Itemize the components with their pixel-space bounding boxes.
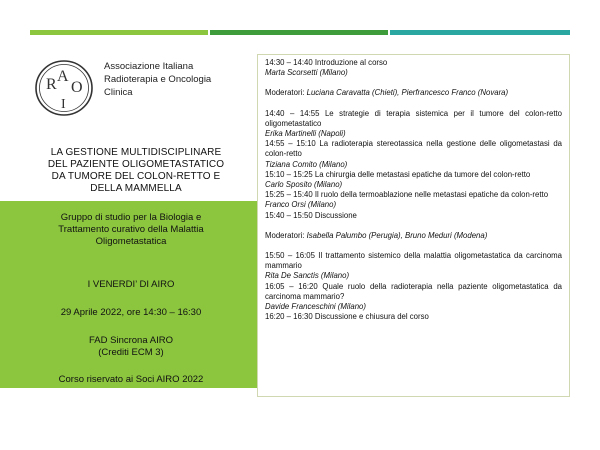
talk-2: 14:55 – 15:10 La radioterapia stereotassica nella gestione delle oligometastasi da colon-retto [265, 139, 562, 159]
speaker-2: Tiziana Comito (Milano) [265, 159, 348, 169]
talk-1: 14:40 – 14:55 Le strategie di terapia sistemica per il tumore del colon-retto oligometastatico [265, 108, 562, 128]
top-bar-teal [390, 30, 570, 35]
info-box [0, 201, 262, 388]
speaker-7: Davide Franceschini (Milano) [265, 302, 366, 312]
event-audience: Corso riservato ai Soci AIRO 2022 [58, 374, 204, 385]
airo-logo-icon [34, 59, 94, 117]
intro-speaker: Marta Scorsetti (Milano) [265, 68, 348, 78]
speaker-6: Rita De Sanctis (Milano) [265, 271, 350, 281]
org-line-3: Clinica [104, 87, 133, 98]
study-group-line-3: Oligometastatica [95, 236, 167, 247]
talk-7: 16:05 – 16:20 Quale ruolo della radioterapia nella paziente oligometastatica da carcinoma mammario? [265, 281, 562, 301]
talk-5: 15:40 – 15:50 Discussione [265, 210, 357, 220]
speaker-1: Erika Martinelli (Napoli) [265, 129, 346, 139]
title-line-1: LA GESTIONE MULTIDISCIPLINARE [50, 147, 222, 158]
course-title [20, 147, 252, 195]
program-panel [257, 54, 570, 397]
logo-letter-r: R [46, 76, 57, 93]
title-line-3: DA TUMORE DEL COLON-RETTO E [51, 171, 221, 182]
moderators-2-names: Isabella Palumbo (Perugia), Bruno Meduri (Modena) [306, 230, 488, 240]
study-group-line-2: Trattamento curativo della Malattia [58, 224, 204, 235]
logo-letter-a: A [57, 68, 69, 85]
title-line-2: DEL PAZIENTE OLIGOMETASTATICO [47, 159, 225, 170]
talk-3: 15:10 – 15:25 La chirurgia delle metastasi epatiche da tumore del colon-retto [265, 169, 531, 179]
top-bar-green-light [30, 30, 208, 35]
moderators-1-label: Moderatori: [265, 88, 307, 98]
org-line-1: Associazione Italiana [104, 61, 194, 72]
talk-8: 16:20 – 16:30 Discussione e chiusura del corso [265, 312, 429, 322]
logo-letter-i: I [61, 97, 66, 112]
logo-letter-o: O [71, 79, 83, 96]
talk-4: 15:25 – 15:40 Il ruolo della termoablazione nelle metastasi epatiche da colon-retto [265, 190, 549, 200]
program-intro: 14:30 – 14:40 Introduzione al corso [265, 58, 388, 67]
moderators-2 [265, 231, 562, 241]
title-line-4: DELLA MAMMELLA [90, 183, 182, 194]
event-credits: (Crediti ECM 3) [98, 347, 164, 358]
moderators-1-names: Luciana Caravatta (Chieti), Pierfrancesco Franco (Novara) [306, 88, 509, 98]
moderators-1 [265, 88, 562, 98]
organization-name [104, 60, 234, 99]
speaker-4: Franco Orsi (Milano) [265, 200, 337, 210]
event-format: FAD Sincrona AIRO [89, 335, 173, 346]
moderators-2-label: Moderatori: [265, 230, 307, 240]
speaker-3: Carlo Sposito (Milano) [265, 180, 343, 190]
org-line-2: Radioterapia e Oncologia [104, 74, 212, 85]
event-date: 29 Aprile 2022, ore 14:30 – 16:30 [60, 307, 202, 318]
study-group-line-1: Gruppo di studio per la Biologia e [60, 212, 202, 223]
series-name: I VENERDI’ DI AIRO [87, 279, 175, 290]
talk-6: 15:50 – 16:05 Il trattamento sistemico della malattia oligometastatica da carcinoma mammario [265, 251, 562, 271]
top-bar-green-dark [210, 30, 388, 35]
